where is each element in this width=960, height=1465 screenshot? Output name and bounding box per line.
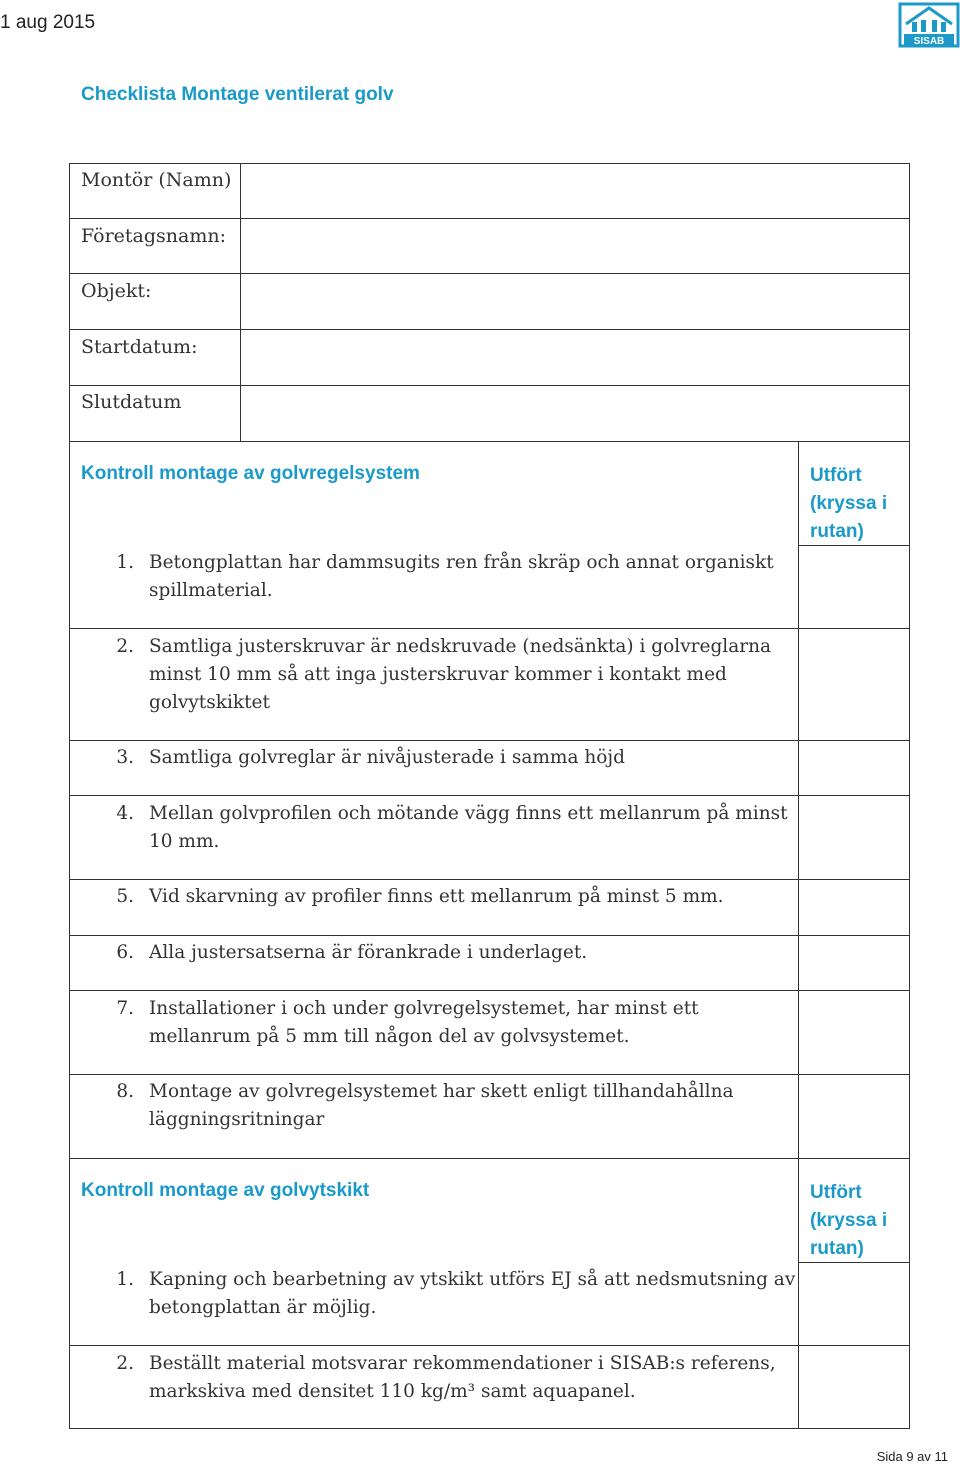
checklist-item: 7. Installationer i och under golvregelsystemet, har minst ett mellanrum på 5 mm till någon del av golvsystemet.: [116, 998, 699, 1047]
checklist-item: 5. Vid skarvning av profiler finns ett mellanrum på minst 5 mm.: [116, 886, 724, 907]
checkbox-cell[interactable]: [799, 936, 909, 990]
field-value-startdatum[interactable]: [242, 331, 908, 384]
checkbox-cell[interactable]: [799, 1075, 909, 1158]
document-date: 1 aug 2015: [0, 12, 96, 33]
field-label-objekt: Objekt:: [81, 280, 152, 302]
checklist-item: 2. Beställt material motsvarar rekommendationer i SISAB:s referens, markskiva med densitet 110 kg/m³ samt aquapanel.: [116, 1353, 776, 1402]
checkbox-cell[interactable]: [799, 741, 909, 795]
section2-done-header: Utfört (kryssa i rutan): [810, 1182, 888, 1259]
section2-heading: Kontroll montage av golvytskikt: [81, 1180, 370, 1201]
section1-heading: Kontroll montage av golvregelsystem: [81, 463, 420, 484]
checklist-item: 2. Samtliga justerskruvar är nedskruvade (nedsänkta) i golvreglarna minst 10 mm så att inga justerskruvar kommer i kontakt med golvytskiktet: [116, 636, 772, 713]
checkbox-cell[interactable]: [799, 546, 909, 628]
checklist-item: 1. Betongplattan har dammsugits ren från skräp och annat organiskt spillmaterial.: [116, 552, 774, 601]
checkbox-cell[interactable]: [799, 629, 909, 740]
info-column-divider: [240, 163, 241, 442]
page-number: Sida 9 av 11: [876, 1449, 948, 1464]
field-value-foretagsnamn[interactable]: [242, 220, 908, 272]
checklist-item: 3. Samtliga golvreglar är nivåjusterade i samma höjd: [116, 747, 626, 768]
checklist-item: 4. Mellan golvprofilen och mötande vägg finns ett mellanrum på minst 10 mm.: [116, 803, 788, 852]
checklist-item: 1. Kapning och bearbetning av ytskikt utförs EJ så att nedsmutsning av betongplattan är möjlig.: [116, 1269, 796, 1318]
section1-done-header: Utfört (kryssa i rutan): [810, 465, 888, 542]
checkbox-cell[interactable]: [799, 796, 909, 879]
page-title: Checklista Montage ventilerat golv: [81, 84, 394, 105]
logo-text: SISAB: [913, 36, 945, 47]
checklist-item: 8. Montage av golvregelsystemet har skett enligt tillhandahållna läggningsritningar: [116, 1081, 734, 1130]
checkbox-cell[interactable]: [799, 1263, 909, 1345]
field-value-slutdatum[interactable]: [242, 387, 908, 441]
checkbox-cell[interactable]: [799, 991, 909, 1074]
sisab-logo: [898, 0, 960, 50]
field-label-slutdatum: Slutdatum: [81, 391, 182, 413]
field-label-startdatum: Startdatum:: [81, 336, 198, 358]
field-label-foretagsnamn: Företagsnamn:: [81, 225, 227, 247]
field-label-montor: Montör (Namn): [81, 169, 232, 191]
checklist-item: 6. Alla justersatserna är förankrade i underlaget.: [116, 942, 588, 963]
checkbox-cell[interactable]: [799, 1346, 909, 1428]
field-value-objekt[interactable]: [242, 275, 908, 328]
field-value-montor[interactable]: [242, 165, 908, 217]
checkbox-cell[interactable]: [799, 880, 909, 935]
